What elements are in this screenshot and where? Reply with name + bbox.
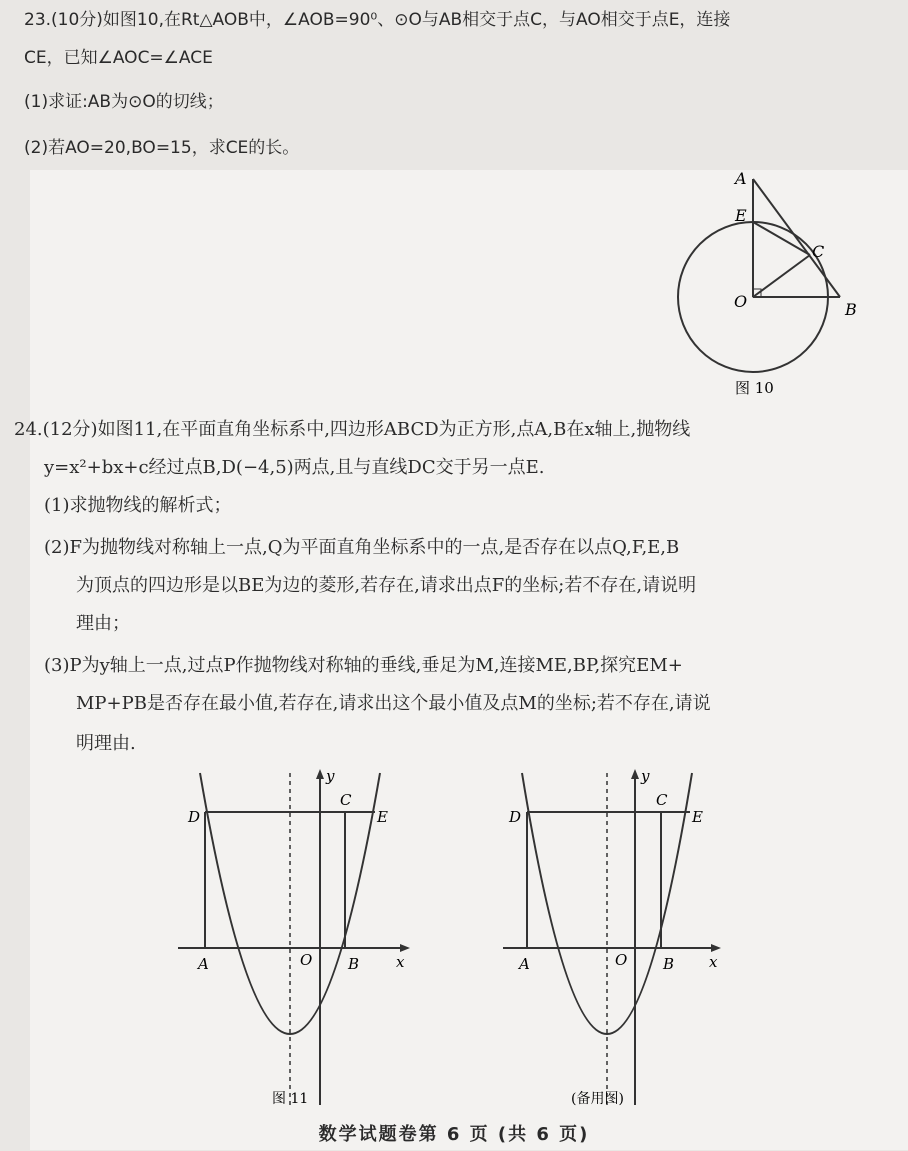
figure-spare [495, 765, 735, 1110]
q23-line-2: CE，已知∠AOC=∠ACE [24, 48, 213, 68]
x-axis-arrow [400, 944, 410, 952]
q24-part-2a: (2)F为抛物线对称轴上一点,Q为平面直角坐标系中的一点,是否存在以点Q,F,E,B [44, 537, 680, 558]
q24-part-3b: MP+PB是否存在最小值,若存在,请求出这个最小值及点M的坐标;若不存在,请说 [76, 693, 711, 714]
label-a: A [735, 169, 747, 188]
label-b: B [663, 955, 675, 973]
label-o: O [615, 951, 628, 969]
label-d: D [509, 808, 522, 826]
label-c: C [340, 791, 352, 809]
label-x: x [396, 953, 405, 971]
label-x: x [709, 953, 718, 971]
y-axis-arrow [631, 769, 639, 779]
figure-10 [660, 165, 880, 405]
label-e: E [735, 206, 747, 225]
q23-line-1: 23.(10分)如图10,在Rt△AOB中，∠AOB=90⁰、⊙O与AB相交于点C，与AO相交于点E，连接 [24, 10, 731, 30]
figure-10-caption: 图 10 [735, 379, 774, 397]
q24-part-3a: (3)P为y轴上一点,过点P作抛物线对称轴的垂线,垂足为M,连接ME,BP,探究EM+ [44, 655, 683, 676]
q24-line-1: 24.(12分)如图11,在平面直角坐标系中,四边形ABCD为正方形,点A,B在x轴上,抛物线 [14, 419, 691, 440]
label-d: D [188, 808, 201, 826]
label-o: O [734, 292, 748, 311]
q24-part-2b: 为顶点的四边形是以BE为边的菱形,若存在,请求出点F的坐标;若不存在,请说明 [76, 575, 697, 596]
label-b: B [348, 955, 360, 973]
q23-part-1: (1)求证:AB为⊙O的切线； [24, 92, 224, 112]
x-axis-arrow [711, 944, 721, 952]
page-footer: 数学试题卷第 6 页 (共 6 页) [318, 1124, 590, 1145]
segment-oc [753, 255, 810, 297]
label-b: B [845, 300, 857, 319]
label-e: E [692, 808, 703, 826]
label-c: C [656, 791, 668, 809]
figure-11 [170, 765, 420, 1110]
figure-11-caption: 图 11 [272, 1091, 309, 1107]
label-e: E [377, 808, 388, 826]
label-c: C [812, 242, 825, 261]
y-axis-arrow [316, 769, 324, 779]
q24-part-2c: 理由； [76, 613, 130, 634]
q24-line-2: y=x²+bx+c经过点B,D(−4,5)两点,且与直线DC交于另一点E. [44, 457, 545, 478]
figure-spare-caption: (备用图) [571, 1091, 624, 1107]
label-y: y [641, 767, 650, 785]
label-a: A [519, 955, 530, 973]
segment-ab [753, 179, 840, 297]
q24-part-1: (1)求抛物线的解析式； [44, 495, 232, 516]
label-y: y [326, 767, 335, 785]
label-a: A [198, 955, 209, 973]
q23-part-2: (2)若AO=20,BO=15，求CE的长。 [24, 138, 300, 158]
q24-part-3c: 明理由. [76, 733, 136, 754]
label-o: O [300, 951, 313, 969]
